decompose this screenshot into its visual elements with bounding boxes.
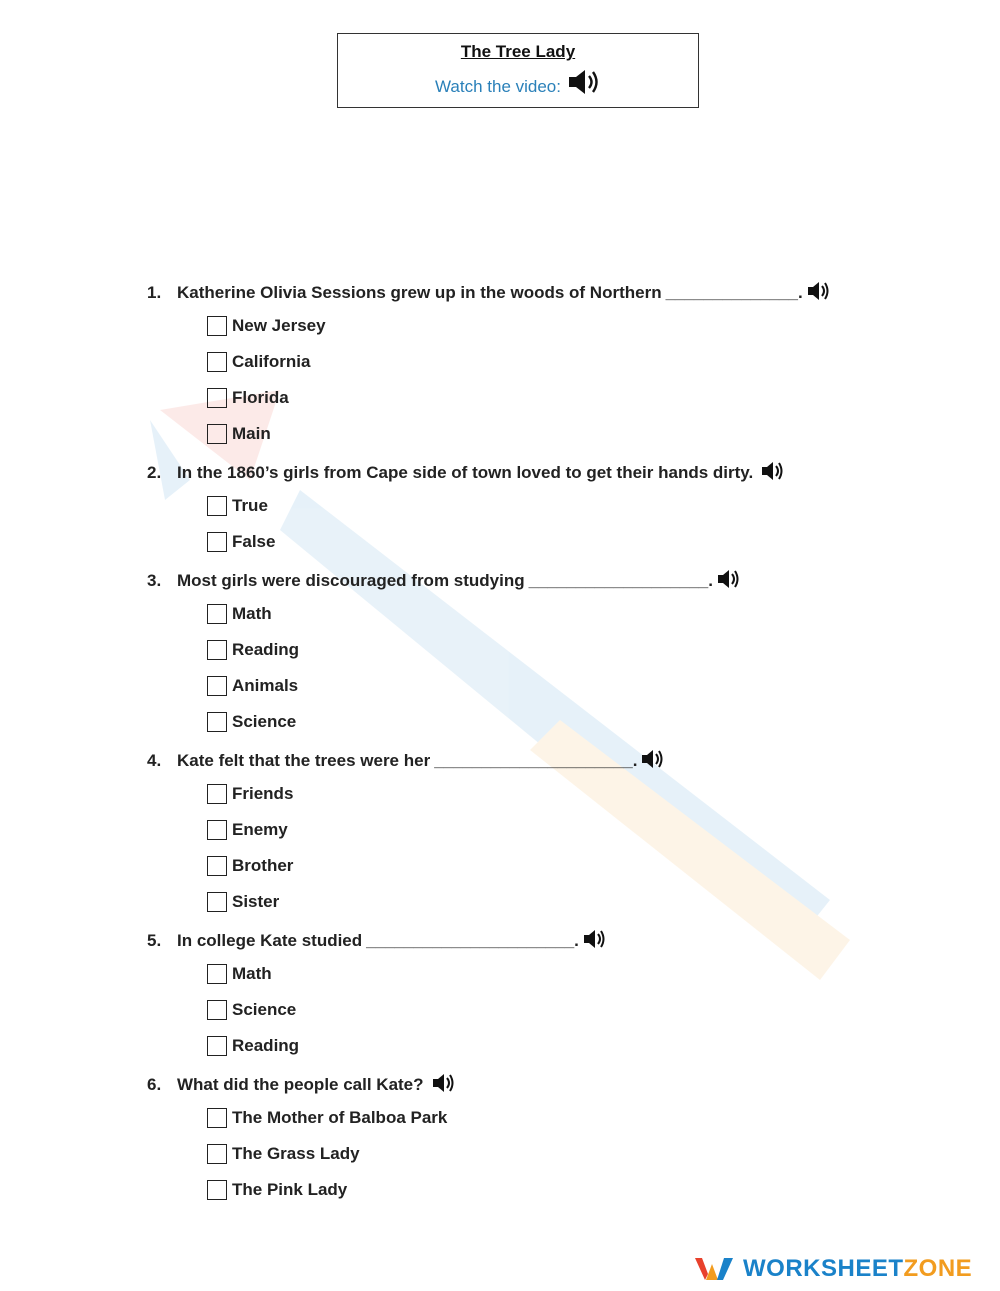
option-checkbox[interactable] [207,784,227,804]
option-label: Math [232,604,272,623]
option-label: Science [232,1000,297,1019]
option [207,344,847,380]
option [207,992,847,1028]
option-checkbox[interactable] [207,388,227,408]
option-checkbox[interactable] [207,604,227,624]
option [207,1172,847,1208]
speaker-icon[interactable] [761,460,785,487]
option [207,488,847,524]
option-label: Enemy [232,820,288,839]
option-checkbox[interactable] [207,1108,227,1128]
option [207,1028,847,1064]
option [207,632,847,668]
question-1 [147,278,847,452]
option-label: New Jersey [232,316,326,335]
question-number: 3. [147,571,162,590]
option-checkbox[interactable] [207,820,227,840]
option-checkbox[interactable] [207,856,227,876]
option-checkbox[interactable] [207,496,227,516]
answer-blank: ___________________. [528,571,713,590]
option [207,776,847,812]
speaker-icon[interactable] [641,748,665,775]
option [207,308,847,344]
option-label: Sister [232,892,280,911]
question-number: 6. [147,1075,162,1094]
option [207,848,847,884]
brand-part-worksheet: WORKSHEET [743,1255,904,1282]
question-list [147,278,847,1214]
option [207,596,847,632]
question-number: 2. [147,463,162,482]
option [207,884,847,920]
option [207,1136,847,1172]
speaker-icon[interactable] [807,280,831,307]
option-label: Reading [232,1036,300,1055]
question-4 [147,746,847,920]
option [207,956,847,992]
option [207,380,847,416]
watch-video-line [338,68,698,101]
speaker-icon[interactable] [717,568,741,595]
option-label: California [232,352,311,371]
option [207,416,847,452]
answer-blank: _____________________. [434,751,638,770]
option-checkbox[interactable] [207,712,227,732]
option [207,524,847,560]
speaker-icon[interactable] [567,68,601,101]
option-label: Animals [232,676,299,695]
question-text: In college Kate studied [177,931,363,950]
question-6 [147,1070,847,1208]
worksheet-title: The Tree Lady [460,42,576,61]
option-checkbox[interactable] [207,892,227,912]
option-checkbox[interactable] [207,964,227,984]
question-5 [147,926,847,1064]
option-checkbox[interactable] [207,1036,227,1056]
question-text: In the 1860’s girls from Cape side of town loved to get their hands dirty. [177,463,754,482]
speaker-icon[interactable] [583,928,607,955]
option-checkbox[interactable] [207,532,227,552]
option-label: True [232,496,268,515]
answer-blank: ______________. [665,283,803,302]
option [207,668,847,704]
option-checkbox[interactable] [207,676,227,696]
option [207,704,847,740]
question-3 [147,566,847,740]
option-checkbox[interactable] [207,424,227,444]
option-label: Reading [232,640,300,659]
option-label: Brother [232,856,294,875]
watch-video-label: Watch the video: [435,77,561,96]
option-checkbox[interactable] [207,1000,227,1020]
option-label: False [232,532,276,551]
option-label: The Grass Lady [232,1144,360,1163]
option-checkbox[interactable] [207,1180,227,1200]
question-2 [147,458,847,560]
speaker-icon[interactable] [432,1072,456,1099]
title-box [337,33,699,108]
option-label: The Pink Lady [232,1180,348,1199]
worksheetzone-logo[interactable] [693,1254,972,1284]
question-number: 4. [147,751,162,770]
worksheetzone-wordmark [743,1255,972,1283]
option-checkbox[interactable] [207,1144,227,1164]
question-text: Kate felt that the trees were her [177,751,431,770]
option-checkbox[interactable] [207,352,227,372]
option [207,812,847,848]
question-text: Most girls were discouraged from studying [177,571,525,590]
brand-part-zone: ZONE [903,1255,973,1282]
option-label: Science [232,712,297,731]
option [207,1100,847,1136]
option-label: Math [232,964,272,983]
question-text: Katherine Olivia Sessions grew up in the woods of Northern [177,283,662,302]
option-label: Friends [232,784,294,803]
option-label: Florida [232,388,289,407]
option-checkbox[interactable] [207,316,227,336]
option-checkbox[interactable] [207,640,227,660]
question-text: What did the people call Kate? [177,1075,424,1094]
option-label: The Mother of Balboa Park [232,1108,448,1127]
question-number: 1. [147,283,162,302]
question-number: 5. [147,931,162,950]
option-label: Main [232,424,271,443]
worksheetzone-logo-icon [693,1254,735,1284]
answer-blank: ______________________. [366,931,579,950]
